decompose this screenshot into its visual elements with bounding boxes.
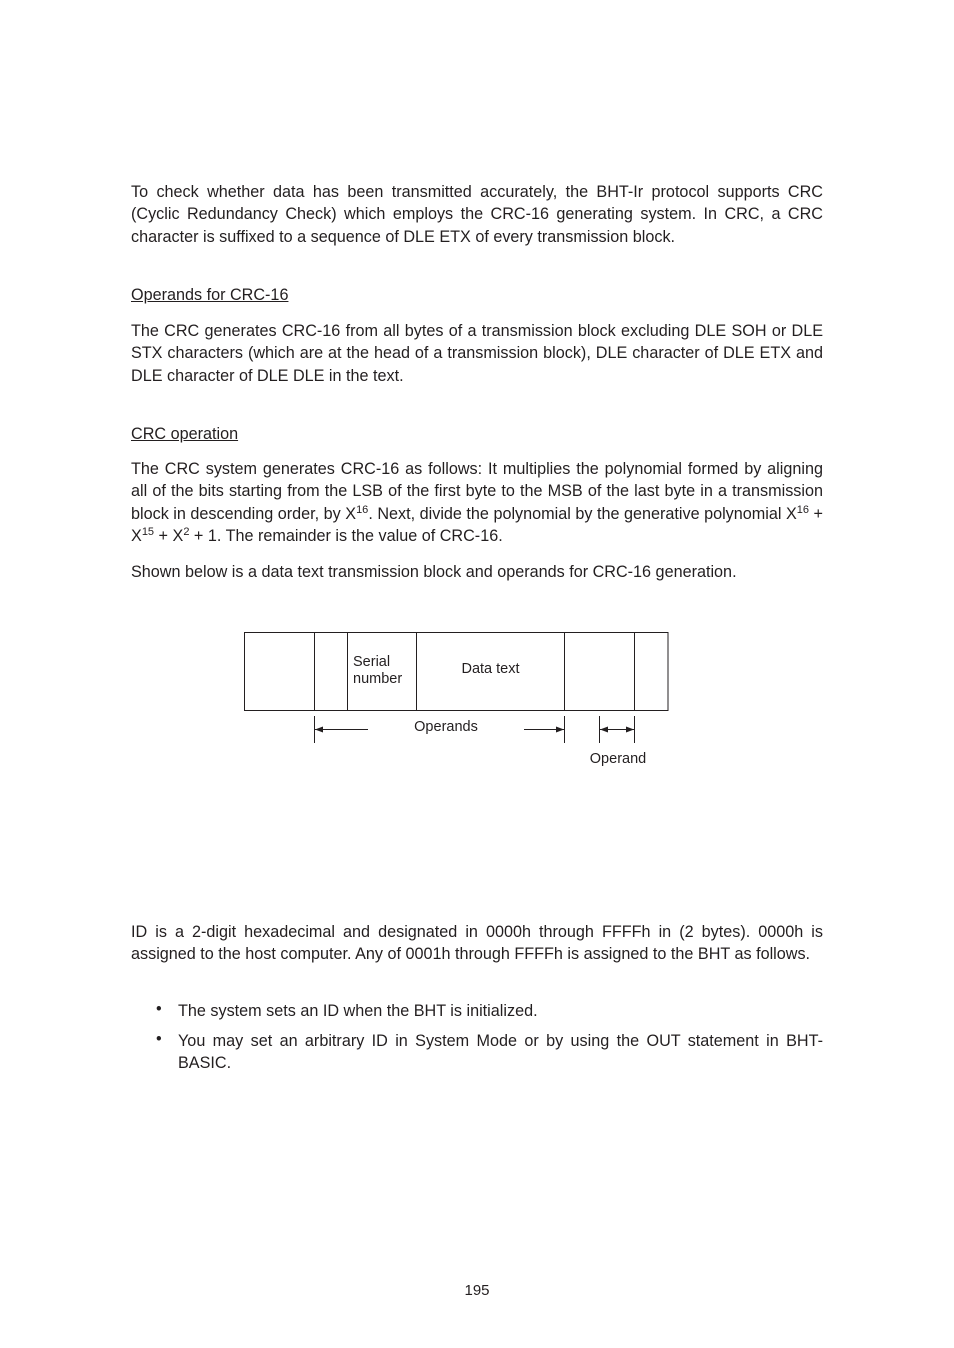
intro-paragraph: To check whether data has been transmitted accurately, the BHT-Ir protocol supports CRC (Cyclic Redundancy Check) which employs the CRC-16 generating system. In CRC, a CRC character is suffixed to a sequence of DLE ETX of every transmission block. (131, 183, 823, 246)
operand-right-arrowhead (626, 727, 634, 733)
shown-below-paragraph: Shown below is a data text transmission block and operands for CRC-16 generation. (131, 563, 737, 581)
bullet-item-arbitrary-id: You may set an arbitrary ID in System Mode or by using the OUT statement in BHT-BASIC. (178, 1032, 823, 1073)
id-paragraph: ID is a 2-digit hexadecimal and designated in 0000h through FFFFh in (2 bytes). 0000h is assigned to the host computer. Any of 0001h through FFFFh is assigned to the BHT as follows. (131, 923, 823, 964)
operand-label: Operand (589, 751, 647, 767)
operands-right-arrowhead (556, 727, 564, 733)
data-text-label: Data text (461, 661, 520, 677)
serial-number-label: Serial number (353, 654, 403, 687)
bullet-marker: • (156, 1000, 162, 1018)
operand-left-arrowhead (600, 727, 608, 733)
transmission-block-diagram (244, 632, 674, 772)
heading-operands-crc16: Operands for CRC-16 (131, 286, 289, 304)
crc-operation-paragraph: The CRC system generates CRC-16 as follows: It multiplies the polynomial formed by aligning all of the bits starting from the LSB of the first byte to the MSB of the last byte in a transmission block in descending order, by $X^{16}$. Next, divide the polynomial by the generative polynomial $X^{16} + X^{15} + X^2 + 1$. The remainder is the value of CRC-16. (131, 460, 823, 545)
page-number: 195 (464, 1282, 490, 1299)
bullet-marker: • (156, 1030, 162, 1048)
bullet-item-initialized: The system sets an ID when the BHT is initialized. (178, 1002, 538, 1020)
operands-left-arrowhead (315, 727, 323, 733)
operands-paragraph: The CRC generates CRC-16 from all bytes of a transmission block excluding DLE SOH or DLE STX characters (which are at the head of a transmission block), DLE character of DLE ETX and DLE character of DLE DLE in the text. (131, 322, 823, 385)
heading-crc-operation: CRC operation (131, 425, 239, 443)
operands-label: Operands (414, 719, 478, 735)
